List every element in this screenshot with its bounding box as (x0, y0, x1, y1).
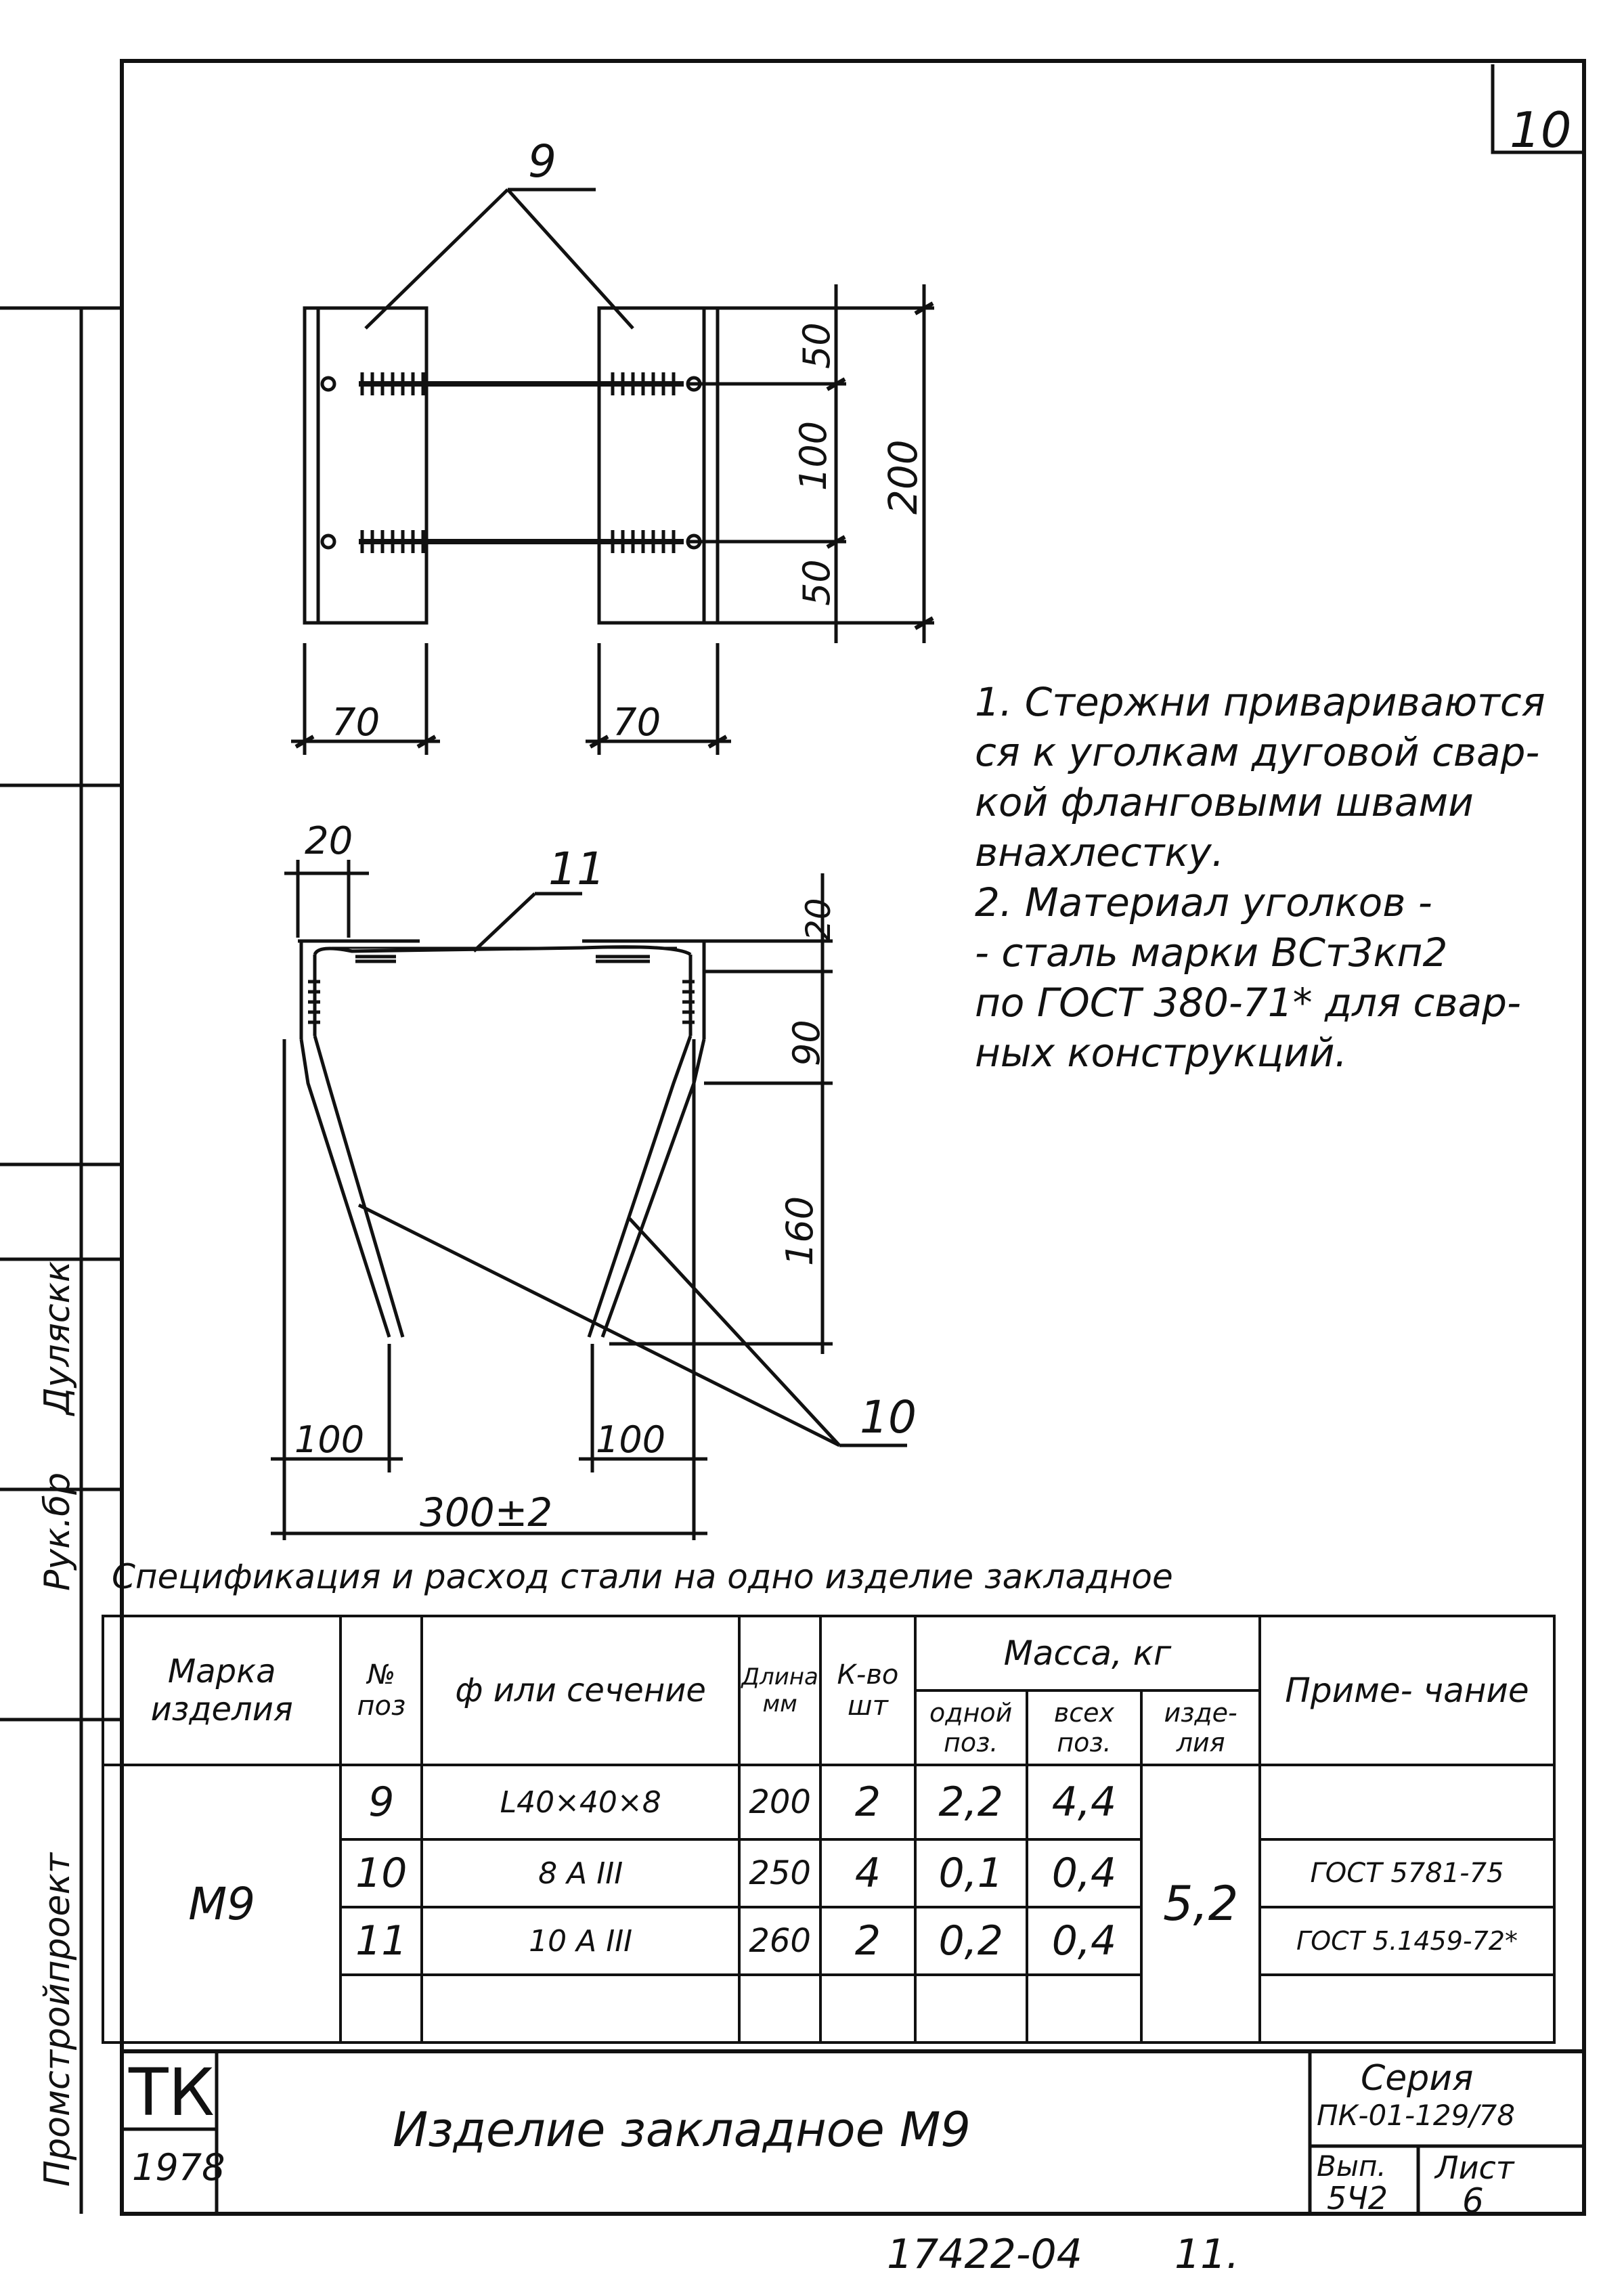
row-mass-all: 0,4 (1027, 1839, 1142, 1907)
note-line: 2. Материал уголков - (975, 879, 1432, 925)
dim-70-left: 70 (332, 701, 380, 745)
side-role: Рук.бр (37, 1472, 78, 1591)
angle-right-top (599, 308, 718, 623)
dim-90: 90 (785, 1020, 828, 1066)
page-number: 11. (1175, 2231, 1239, 2278)
header-mass: Масса, кг (915, 1616, 1260, 1690)
row-mass-one: 0,1 (915, 1839, 1027, 1907)
row-qty: 4 (820, 1839, 915, 1907)
row-note: ГОСТ 5781-75 (1260, 1839, 1554, 1907)
series-label: Серия (1361, 2058, 1474, 2099)
row-qty: 2 (820, 1765, 915, 1839)
row-section: 8 A III (422, 1839, 739, 1907)
note-line: внахлестку. (975, 829, 1225, 875)
header-pos: № поз (341, 1616, 422, 1765)
header-length: Длина мм (739, 1616, 820, 1765)
note-line: ся к уголкам дуговой свар- (975, 729, 1540, 775)
mark-cell: М9 (103, 1765, 341, 2043)
empty-cell (1260, 1975, 1554, 2043)
angle-left-top (305, 308, 426, 623)
row-mass-all: 4,4 (1027, 1765, 1142, 1839)
dim-50-bottom: 50 (795, 559, 838, 606)
year: 1978 (132, 2146, 225, 2189)
dim-100-right: 100 (596, 1418, 666, 1461)
empty-cell (341, 1975, 422, 2043)
dim-50-top: 50 (795, 322, 838, 369)
sheet-label: Лист (1435, 2149, 1514, 2186)
dim-100-left: 100 (294, 1418, 365, 1461)
archive-code: 17422-04 (887, 2231, 1082, 2278)
side-name: Дуляскк (37, 1261, 78, 1415)
total-mass: 5,2 (1141, 1765, 1260, 2043)
empty-cell (1027, 1975, 1142, 2043)
header-note: Приме- чание (1260, 1616, 1554, 1765)
dim-200: 200 (880, 439, 926, 515)
spec-title: Спецификация и расход стали на одно изделие закладное (112, 1557, 1173, 1596)
row-section: L40×40×8 (422, 1765, 739, 1839)
row-note (1260, 1765, 1554, 1839)
empty-cell (820, 1975, 915, 2043)
bar-left (301, 1036, 403, 1337)
header-mass-all: всех поз. (1027, 1690, 1142, 1765)
empty-cell (739, 1975, 820, 2043)
callout-9: 9 (528, 135, 556, 188)
dim-160: 160 (778, 1196, 821, 1266)
note-line: 1. Стержни привариваются (975, 679, 1545, 725)
header-mass-item: изде- лия (1141, 1690, 1260, 1765)
issue-value: 5Ч2 (1327, 2180, 1388, 2216)
note-line: по ГОСТ 380-71* для свар- (975, 980, 1521, 1026)
dim-20-left: 20 (305, 819, 353, 863)
side-org: Промстройпроект (37, 1852, 78, 2187)
dim-20-right: 20 (799, 898, 838, 941)
row-length: 200 (739, 1765, 820, 1839)
series-code: ПК-01-129/78 (1317, 2099, 1515, 2132)
header-qty: К-во шт (820, 1616, 915, 1765)
dim-300: 300±2 (420, 1489, 553, 1535)
sheet-number: 10 (1510, 102, 1572, 158)
issue-label: Вып. (1317, 2149, 1386, 2183)
note-line: - сталь марки ВСт3кп2 (975, 930, 1448, 976)
dim-70-right: 70 (613, 701, 661, 745)
empty-cell (422, 1975, 739, 2043)
row-section: 10 A III (422, 1907, 739, 1975)
row-note: ГОСТ 5.1459-72* (1260, 1907, 1554, 1975)
spec-table (102, 1615, 1556, 2044)
empty-cell (915, 1975, 1027, 2043)
note-line: ных конструкций. (975, 1030, 1348, 1076)
row-length: 250 (739, 1839, 820, 1907)
header-section: ф или сечение (422, 1616, 739, 1765)
callout-11: 11 (548, 843, 605, 895)
row-mass-one: 2,2 (915, 1765, 1027, 1839)
header-mass-one: одной поз. (915, 1690, 1027, 1765)
row-pos: 9 (341, 1765, 422, 1839)
row-qty: 2 (820, 1907, 915, 1975)
row-mass-one: 0,2 (915, 1907, 1027, 1975)
sheet-value: 6 (1462, 2181, 1484, 2221)
dim-100: 100 (792, 420, 835, 491)
org-mark: ТК (129, 2055, 215, 2131)
row-pos: 10 (341, 1839, 422, 1907)
row-mass-all: 0,4 (1027, 1907, 1142, 1975)
note-line: кой фланговыми швами (975, 779, 1474, 825)
callout-10: 10 (860, 1391, 917, 1443)
row-length: 260 (739, 1907, 820, 1975)
bar-right (589, 1036, 704, 1337)
drawing-name: Изделие закладное М9 (393, 2102, 971, 2158)
row-pos: 11 (341, 1907, 422, 1975)
notes (975, 677, 1584, 1078)
header-mark: Марка изделия (103, 1616, 341, 1765)
